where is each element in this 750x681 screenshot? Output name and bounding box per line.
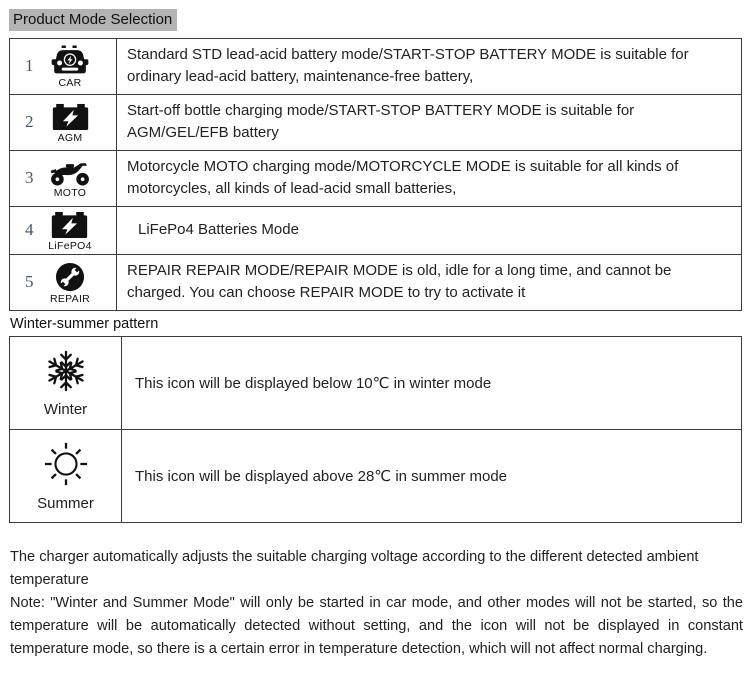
mode-number: 5 — [25, 271, 34, 291]
mode-description: LiFePo4 Batteries Mode — [117, 207, 742, 255]
season-table-row — [10, 337, 742, 430]
sun-icon — [41, 441, 91, 487]
mode-description: Standard STD lead-acid battery mode/START-STOP BATTERY MODE is suitable for ordinary lead-acid battery, maintenance-free battery, — [117, 39, 742, 95]
lifepo4-battery-icon — [51, 211, 88, 239]
mode-description: Start-off bottle charging mode/START-STOP BATTERY MODE is suitable for AGM/GEL/EFB battery — [117, 95, 742, 151]
winter-summer-heading: Winter-summer pattern — [10, 316, 159, 332]
mode-icon-label: MOTO — [53, 187, 87, 199]
paragraph-auto-adjust: The charger automatically adjusts the suitable charging voltage according to the different detected ambient temperature — [10, 549, 699, 588]
season-description: This icon will be displayed below 10℃ in winter mode — [122, 337, 742, 430]
mode-table-row — [10, 39, 742, 95]
page-title: Product Mode Selection — [9, 9, 177, 31]
mode-description: REPAIR REPAIR MODE/REPAIR MODE is old, idle for a long time, and cannot be charged. You can choose REPAIR MODE to try to activate it — [117, 255, 742, 311]
season-table-row — [10, 430, 742, 523]
mode-table-row — [10, 95, 742, 151]
snowflake-icon — [45, 349, 87, 393]
mode-icon-label: REPAIR — [49, 292, 91, 305]
mode-table-row — [10, 151, 742, 207]
motorcycle-icon — [49, 159, 91, 186]
mode-icon-label: CAR — [58, 77, 82, 89]
mode-number: 4 — [25, 219, 34, 239]
winter-summer-table — [9, 336, 742, 523]
car-icon — [50, 45, 90, 76]
mode-icon-label: LiFePO4 — [48, 239, 92, 252]
mode-description: Motorcycle MOTO charging mode/MOTORCYCLE MODE is suitable for all kinds of motorcycles, all kinds of lead-acid small batteries, — [117, 151, 742, 207]
paragraph-note: Note: "Winter and Summer Mode" will only be started in car mode, and other modes will not be started, so the temperature will be automatically detected without setting, and the icon will not be displayed in constant temperature mode, so there is a certain error in temperature detection, which will not affect normal charging. — [10, 595, 743, 657]
season-description: This icon will be displayed above 28℃ in summer mode — [122, 430, 742, 523]
mode-table-row — [10, 207, 742, 255]
mode-number: 3 — [25, 167, 34, 187]
mode-icon-label: AGM — [57, 131, 83, 144]
product-mode-table — [9, 38, 742, 311]
mode-table-row — [10, 255, 742, 311]
season-label: Summer — [37, 494, 94, 512]
season-label: Winter — [43, 400, 88, 418]
mode-number: 1 — [25, 55, 34, 75]
repair-icon — [55, 262, 85, 292]
mode-number: 2 — [25, 111, 34, 131]
agm-battery-icon — [52, 103, 89, 131]
